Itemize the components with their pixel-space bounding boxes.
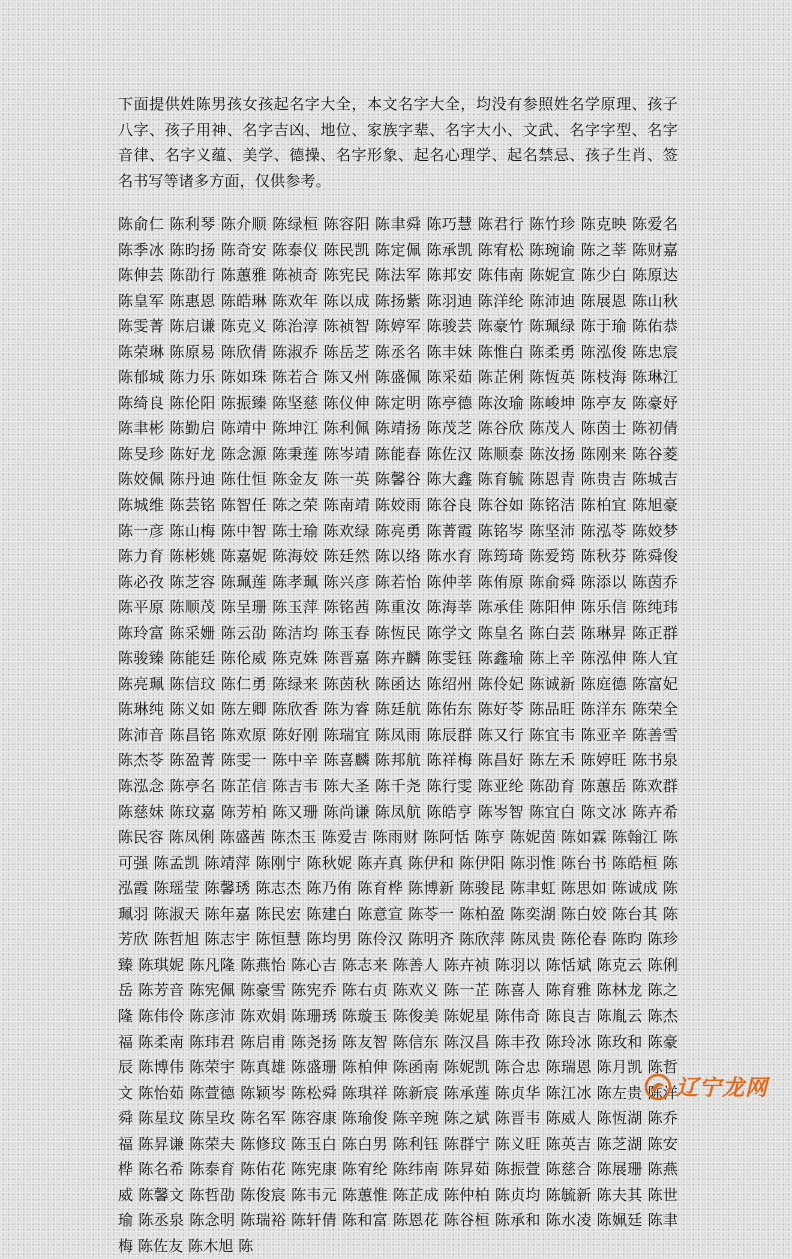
site-watermark bbox=[644, 1071, 768, 1102]
intro-paragraph: 下面提供姓陈男孩女孩起名字大全，本文名字大全，均没有参照姓名学原理、孩子八字、孩子用神、名字吉凶、地位、家族字辈、名字大小、文武、名字字型、名字音律、名字义蕴、美学、德操、名字形象、起名心理学、起名禁忌、孩子生肖、签名书写等诸多方面，仅供参考。 bbox=[118, 95, 678, 190]
watermark-text: 辽宁龙网 bbox=[675, 1076, 768, 1101]
dragon-logo-icon bbox=[644, 1073, 672, 1101]
document-body bbox=[118, 92, 678, 1259]
name-list: 陈俞仁 陈利琴 陈介顺 陈绿桓 陈容阳 陈聿舜 陈巧慧 陈君行 陈竹珍 陈克映 陈爱名 陈季冰 陈昀扬 陈奇安 陈泰仪 陈民凯 陈定佩 陈承凯 陈宥松 陈琬谕 陈之莘 陈财嘉 陈伸芸 陈劭行 陈蕙雅 陈祯奇 陈宪民 陈法军 陈邦安 陈伟南 陈妮宣 陈少白 陈原达 陈皇军 陈惠恩 陈皓琳 陈欢年 陈以成 陈扬紫 陈羽迪 陈洋纶 陈沛迪 陈展恩 陈山秋 陈雯菁 陈启谦 陈克义 陈治淳 陈祯智 陈婷军 陈骏芸 陈豪竹 陈珮绿 陈于瑜 陈佑恭 陈荣琳 陈原易 陈欣倩 陈淑乔 陈岳芝 陈丞名 陈丰妹 陈惟白 陈柔勇 陈泓俊 陈忠宸 陈郁城 陈力乐 陈如珠 陈若合 陈又州 陈盛佩 陈采茹 陈芷俐 陈恆英 陈枝海 陈琳江 陈绮良 陈伦阳 陈振臻 陈坚慈 陈仪伸 陈定明 陈亭德 陈汝瑜 陈峻坤 陈亭友 陈豪妤 陈聿彬 陈勤启 陈靖中 陈坤江 陈利佩 陈靖扬 陈茂芝 陈谷欣 陈茂人 陈茵士 陈初倩 陈旻珍 陈好龙 陈念源 陈秉莲 陈岑靖 陈能春 陈佐汉 陈顺泰 陈汝扬 陈刚来 陈谷菱 陈姣佩 陈丹迪 陈仕恒 陈金友 陈一英 陈馨谷 陈大鑫 陈育毓 陈恩青 陈贵吉 陈城吉 陈城维 陈芸铭 陈智任 陈之荣 陈南靖 陈姣雨 陈谷良 陈谷如 陈铭洁 陈柏宜 陈旭豪 陈一彦 陈山梅 陈中智 陈士瑜 陈欢绿 陈亮勇 陈菁霞 陈铭岑 陈坚沛 陈泓苓 陈姣梦 陈力育 陈彬姚 陈嘉妮 陈海姣 陈廷然 陈以络 陈水育 陈筠琦 陈爱筠 陈秋芬 陈舜俊 陈必孜 陈芝容 陈珮莲 陈孝珮 陈兴彦 陈若怡 陈仲莘 陈侑原 陈俞舜 陈添以 陈茵乔 陈平原 陈顺茂 陈呈珊 陈玉萍 陈铭茜 陈重汝 陈海莘 陈承佳 陈阳伸 陈乐信 陈纯玮 陈玲富 陈采姗 陈云劭 陈洁均 陈玉春 陈恆民 陈学文 陈皇名 陈白芸 陈琳昇 陈正群 陈骏臻 陈能廷 陈伦威 陈克姝 陈晋嘉 陈卉麟 陈雯钰 陈鑫瑜 陈上辛 陈泓伸 陈人宜 陈亮珮 陈信玟 陈仁勇 陈绿来 陈茵秋 陈函达 陈绍州 陈伶妃 陈诚新 陈庭德 陈富妃 陈琳纯 陈义如 陈左卿 陈欣香 陈为睿 陈廷航 陈佑东 陈好苓 陈品旺 陈洋东 陈荣全 陈沛音 陈昌铭 陈欢原 陈好刚 陈瑞宜 陈凤雨 陈辰群 陈又行 陈宜韦 陈亚辛 陈善雪 陈杰苓 陈盈菁 陈雯一 陈中辛 陈喜麟 陈邦航 陈祥梅 陈昌好 陈左禾 陈婷旺 陈书泉 陈泓念 陈亭名 陈芷信 陈吉韦 陈大圣 陈千尧 陈行雯 陈亚纶 陈劭育 陈蕙岳 陈欢群 陈慈妹 陈玟嘉 陈芳柏 陈又珊 陈尚谦 陈凤航 陈皓亨 陈岑智 陈宜白 陈文冰 陈卉希 陈民容 陈凤俐 陈盛茜 陈杰玉 陈爱吉 陈雨财 陈阿恬 陈亨 陈妮茵 陈如霖 陈翰江 陈可强 陈孟凯 陈靖萍 陈刚宁 陈秋妮 陈卉真 陈伊和 陈伊阳 陈羽惟 陈台书 陈皓桓 陈泓霞 陈瑶莹 陈馨琇 陈志杰 陈乃侑 陈育桦 陈博新 陈骏昆 陈聿虹 陈思如 陈诚成 陈珮羽 陈淑天 陈年嘉 陈民宏 陈建白 陈意宣 陈苓一 陈柏盈 陈奕湖 陈白姣 陈台其 陈芳欣 陈哲旭 陈志宇 陈恒慧 陈均男 陈伶汉 陈明齐 陈欣萍 陈凤贵 陈伦春 陈昀 陈珍臻 陈琪妮 陈凡隆 陈燕怡 陈心吉 陈志来 陈善人 陈卉祯 陈羽以 陈恬斌 陈克云 陈俐岳 陈芳音 陈宪佩 陈豪雪 陈宪乔 陈右贞 陈欢义 陈一芷 陈喜人 陈育雅 陈林龙 陈之隆 陈伟伶 陈彦沛 陈欢娟 陈珊琇 陈璇玉 陈俊美 陈妮星 陈伟奇 陈良吉 陈胤云 陈杰福 陈柔南 陈玮君 陈启甫 陈尧扬 陈友智 陈信东 陈汉昌 陈丰孜 陈玲冰 陈玫和 陈豪辰 陈博伟 陈荣宇 陈真雄 陈盛珊 陈柏伸 陈函南 陈妮凯 陈合忠 陈瑞恩 陈月凯 陈哲文 陈怡茹 陈萱德 陈颖岑 陈松舜 陈琪祥 陈新宸 陈承莲 陈贞华 陈江冰 陈左贵 陈洋舜 陈星玟 陈呈玫 陈名军 陈容康 陈瑜俊 陈辛琬 陈之斌 陈晋韦 陈威人 陈恆湖 陈乔福 陈昇谦 陈荣夫 陈修玟 陈玉白 陈白男 陈利钰 陈群宁 陈义旺 陈英吉 陈芝湖 陈安桦 陈名希 陈泰育 陈佑花 陈宪康 陈宥纶 陈纬南 陈昇茹 陈振萱 陈慈合 陈展珊 陈燕威 陈馨文 陈哲劭 陈俊宸 陈韦元 陈蕙惟 陈芷成 陈仲柏 陈贞均 陈毓新 陈夫其 陈世瑜 陈丞泉 陈念明 陈瑞裕 陈轩倩 陈和富 陈恩花 陈谷桓 陈承和 陈水凌 陈姵廷 陈聿梅 陈佐友 陈木旭 陈 bbox=[118, 215, 678, 1255]
